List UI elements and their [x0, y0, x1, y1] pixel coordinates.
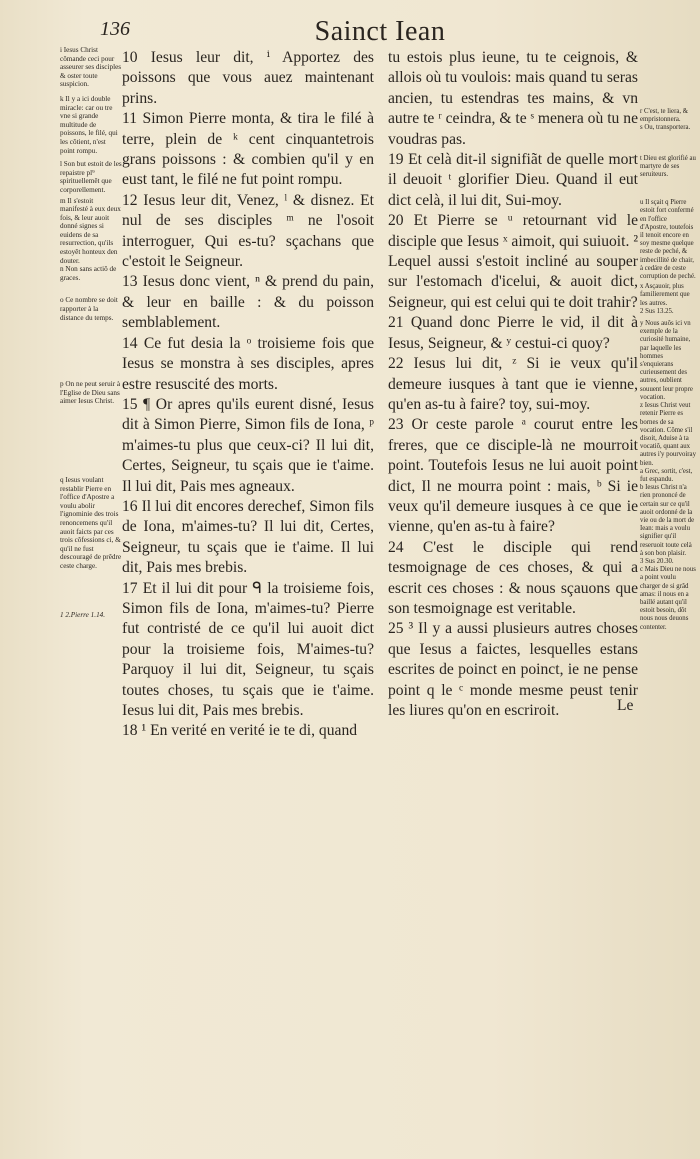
catchword: Le [617, 697, 634, 714]
left-margin-notes [60, 46, 122, 619]
margin-note: z Iesus Christ veut retenir Pierre es bornes de sa vocation. Côme s'il disoit, Aduise à ta vocatiõ, quant aux autres i'y pourvoiray bien. [640, 402, 696, 467]
margin-note: y Nous auõs ici vn exemple de la curiosité humaine, par laquelle les hommes s'enquierans curieusement des autres, oublient souuent leur propre vocation. [640, 320, 693, 401]
show-through-text [400, 640, 640, 900]
text-column-left [122, 48, 374, 742]
margin-note: c Mais Dieu ne nous a point voulu charger de si grãd amas: il nous en a baillé autant qu'il estoit besoin, dõt nous nous deuons contenter. [640, 566, 696, 631]
margin-note: m Il s'estoit manifesté à eux deux fois, & leur auoit donné signes si euidens de sa resurrection, qu'ils estoyẽt honteux den douter. [60, 196, 121, 265]
text-column-right [388, 48, 638, 721]
verse: 13 Iesus donc vient, ⁿ & prend du pain, & leur en baille : & du poisson semblablement. [122, 273, 374, 332]
margin-note: 2 Sus 13.25. [640, 307, 674, 315]
verse: 19 Et celà dit-il signifiãt de quelle mort il deuoit ᵗ glorifier Dieu. Quand il eut dict celà, il lui dit, Sui-moy. [388, 151, 638, 209]
verse: 23 Or ceste parole ᵃ courut entre les freres, que ce disciple-là ne mourroit point. Toutefois Iesus ne lui auoit point dict, Il ne mourra point : mais, ᵇ Si ie veux qu'il demeure iusques à ce que ie vienne, qu'en as-tu à faire? [388, 416, 638, 536]
margin-note: p On ne peut seruir à l'Eglise de Dieu sans aimer Iesus Christ. [60, 380, 121, 406]
verse: 11 Simon Pierre monta, & tira le filé à terre, plein de ᵏ cent cinquantetrois grans poissons : & combien qu'il y en eust tant, le filé ne fut point rompu. [122, 110, 374, 189]
margin-note: 3 Sus 20.30. [640, 557, 674, 565]
margin-note: r C'est, te liera, & empristonnera. [640, 108, 689, 124]
margin-note: k Il y a ici double miracle: car ou tre vne si grande multitude de poissons, le filé, qui les cõtient, n'est point rompu. [60, 94, 118, 155]
verse: 12 Iesus leur dit, Venez, ˡ & disnez. Et nul de ses disciples ᵐ ne l'osoit interroguer, Qui es-tu? sçachans que c'estoit le Seigneur. [122, 191, 374, 271]
verse: 10 Iesus leur dit, ⁱ Apportez des poissons que vous auez maintenant prins. [122, 49, 374, 107]
verse: 15 ¶ Or apres qu'ils eurent disné, Iesus dit à Simon Pierre, Simon fils de Iona, ᵖ m'aimes-tu plus que ceux-ci? Il lui dit, Certes, Seigneur, tu sçais que ie t'aime. Il lui dit, Pais mes agneaux. [122, 395, 374, 495]
margin-note: 1 2.Pierre 1.14. [60, 610, 106, 619]
verse: 14 Ce fut desia la ᵒ troisieme fois que Iesus se monstra à ses disciples, apres estre resuscité des morts. [122, 334, 374, 393]
verse: 17 Et il lui dit pour ᑫ la troisieme fois, Simon fils de Iona, m'aimes-tu? Pierre fut contristé de ce qu'il lui auoit dict pour la troisieme fois, M'aimes-tu? Parquoy il lui dit, Seigneur, tu sçais toutes choses, tu sçais que ie t'aime. Iesus lui dit, Pais mes brebis. [122, 579, 374, 719]
verse: 21 Quand donc Pierre le vid, il dit à Iesus, Seigneur, & ʸ cestui-ci quoy? [388, 314, 638, 352]
right-margin-notes [640, 108, 696, 632]
margin-note: b Iesus Christ n'a rien prononcé de certain sur ce qu'il auoit ordonné de la vie ou de la mort de Iean: mais a voulu signifier qu'il reseruoit toute celà à son bon plaisir. [640, 484, 695, 557]
verse: 16 Il lui dit encores derechef, Simon fils de Iona, m'aimes-tu? Il lui dit, Certes, Seigneur, tu sçais que ie t'aime. Il lui dit, Pais mes brebis. [122, 497, 374, 577]
margin-note: i Iesus Christ cõmande ceci pour asseurer ses disciples & oster toute suspicion. [60, 46, 122, 89]
verse: 24 C'est le disciple qui rend tesmoignage de ces choses, & qui a escrit ces choses : & nous sçauons que son tesmoignage est veritable. [388, 538, 638, 617]
margin-note: l Son but estoit de les repaistre pl⁹ spirituellemẽt que corporellement. [60, 160, 122, 194]
margin-note: x Asçauoir, plus familierement que les autres. [640, 283, 690, 307]
margin-note: u Il sçait q Pierre estoit fort confermé en l'office d'Apostre, toutefois il tenoit encore en soy mesme quelque reste de peché, & imbecillité de chair, à cedáre de ceste corruption de peché. [640, 199, 696, 281]
page-number: 136 [100, 18, 130, 40]
verse: 20 Et Pierre se ᵘ retournant vid le disciple que Iesus ˣ aimoit, qui suiuoit. ² Lequel aussi s'estoit incliné au souper sur l'estomach d'icelui, & auoit dict, Seigneur, qui est celui qui te doit trahir? [388, 212, 638, 311]
verse: 22 Iesus lui dit, ᶻ Si ie veux qu'il demeure iusques à tant que ie vienne, qu'en as-tu à faire? toy, sui-moy. [388, 355, 638, 413]
verse: tu estois plus ieune, tu te ceignois, & allois où tu voulois: mais quand tu seras ancien, tu estendras tes mains, & vn autre te ʳ ceindra, & te ˢ menera où tu ne voudras pas. [388, 49, 638, 148]
verse: 18 ¹ En verité en verité ie te di, quand [122, 722, 358, 740]
verse: 25 ³ Il y a aussi plusieurs autres choses que Iesus a faictes, lesquelles estans escrites de poinct en poinct, ie ne pense point q le ᶜ monde mesme peust tenir les liures qu'on en escriroit. [388, 620, 638, 719]
margin-note: n Non sans actiõ de graces. [60, 265, 117, 282]
margin-note: o Ce nombre se doit rapporter à la distance du temps. [60, 296, 118, 322]
margin-note: q Iesus voulant restablir Pierre en l'office d'Apostre a voulu abolir l'ignominie des trois renoncemens qu'il auoit faicts par ces trois cõfessions ci, & qu'il ne fust descouragé de prẽdre ceste charge. [60, 476, 122, 570]
running-title: Sainct Iean [314, 16, 446, 47]
margin-note: a Grec, sortit, c'est, fut espandu. [640, 467, 693, 483]
margin-note: s Ou, transportera. [640, 124, 691, 132]
margin-note: t Dieu est glorifié au martyre de ses seruiteurs. [640, 154, 696, 179]
